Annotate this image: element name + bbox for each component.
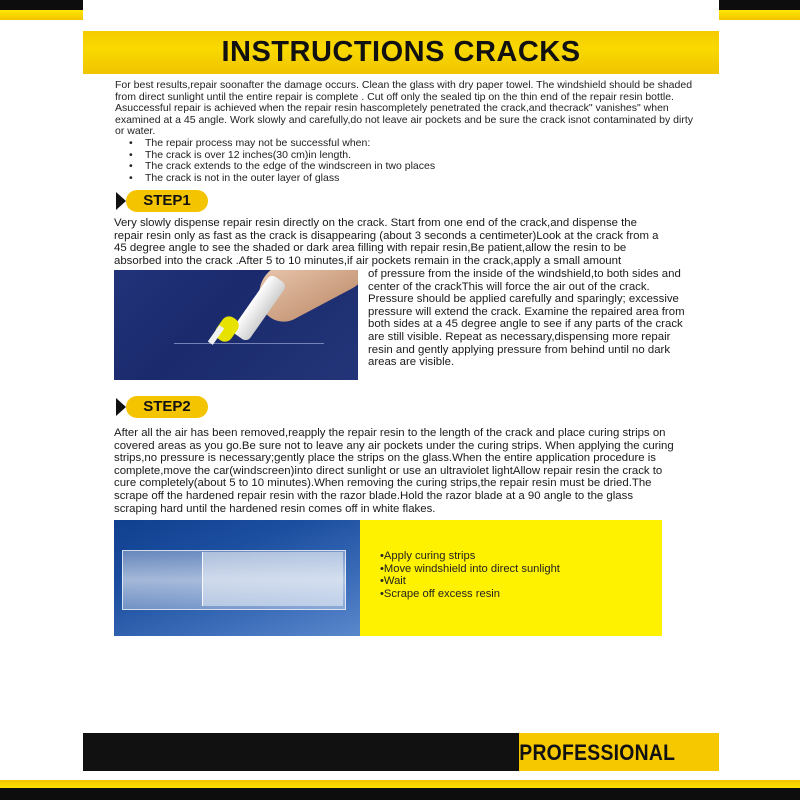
footer-label: PROFESSIONAL bbox=[519, 740, 675, 765]
curing-strip-photo bbox=[114, 520, 360, 636]
step2-chevron-icon bbox=[116, 398, 126, 416]
intro-paragraph: For best results,repair soonafter the damage occurs. Clean the glass with dry paper towel. The windshield should be shaded from direct sunlight until the entire repair is complete . Cut off only the sealed tip on the thin end of the repair resin bottle. Asuccessful repair is achieved when the repair resin hascompletely penetrated the crack,and thecrack" vanishes" when examined at a 45 angle. Work slowly and carefully,do not leave air pockets and be sure the crack isnot contaminated by dirty or water. bbox=[115, 79, 694, 138]
bottom-decor-bar bbox=[0, 780, 800, 800]
intro-bullet: • The repair process may not be successful when: bbox=[129, 138, 695, 150]
checklist-item: • Apply curing strips bbox=[380, 550, 560, 563]
bottom-black-stripe bbox=[0, 788, 800, 800]
title-band bbox=[83, 31, 719, 74]
step2-badge bbox=[126, 396, 208, 418]
step1-text-side: of pressure from the inside of the windshield,to both sides and center of the crackThis will force the air out of the crack. Pressure should be applied carefully and sparingly; excessive pressure will extend the crack. Examine the repaired area from both sides at a 45 degree angle to see if any parts of the crack are still visible. Repeat as necessary,dispensing more repair resin and gently applying pressure from behind until no dark areas are visible. bbox=[368, 268, 685, 369]
checklist-box bbox=[360, 520, 662, 636]
page-title: INSTRUCTIONS CRACKS bbox=[221, 36, 581, 68]
step2-label: STEP2 bbox=[143, 398, 191, 415]
step2-text: After all the air has been removed,reapply the repair resin to the length of the crack and place curing strips on covered areas as you go.Be sure not to leave any air pockets under the curing strips. When applying the curing strips,no pressure is necessary;gently place the strips on the glass.When the entire application procedure is complete,move the car(windscreen)into direct sunlight or use an ultraviolet lightAllow repair resin the crack to cure completely(about 5 to 10 minutes).When removing the curing strips,the repair resin must be dried.The scrape off the hardened repair resin with the razor blade.Hold the razor blade at a 90 angle to the glass scraping hard until the hardened resin comes off in white flakes. bbox=[114, 427, 674, 515]
intro-bullet: • The crack is not in the outer layer of glass bbox=[129, 173, 695, 185]
intro-section bbox=[115, 80, 695, 184]
step1-text-top: Very slowly dispense repair resin directly on the crack. Start from one end of the crack,and dispense the repair resin only as fast as the crack is disappearing (about 3 seconds a centimeter)Look at the crack from a 45 degree angle to see the shaded or dark area filling with repair resin,Be patient,allow the resin to be absorbed into the crack .After 5 to 10 minutes,if air pockets remain in the crack,apply a small amount bbox=[114, 217, 659, 267]
footer-band bbox=[83, 733, 719, 771]
checklist-item: • Scrape off excess resin bbox=[380, 588, 560, 601]
resin-dispense-photo bbox=[114, 270, 358, 380]
step2-panel bbox=[114, 520, 662, 636]
intro-bullet-list bbox=[115, 138, 695, 184]
step1-badge bbox=[126, 190, 208, 212]
intro-bullet: • The crack extends to the edge of the windscreen in two places bbox=[129, 161, 695, 173]
intro-bullet: • The crack is over 12 inches(30 cm)in length. bbox=[129, 150, 695, 162]
checklist-item: • Wait bbox=[380, 575, 560, 588]
step1-label: STEP1 bbox=[143, 192, 191, 209]
curing-strip-overlay bbox=[202, 552, 343, 606]
checklist-item: • Move windshield into direct sunlight bbox=[380, 563, 560, 576]
checklist bbox=[380, 550, 560, 600]
step1-chevron-icon bbox=[116, 192, 126, 210]
crack-line bbox=[174, 343, 324, 344]
